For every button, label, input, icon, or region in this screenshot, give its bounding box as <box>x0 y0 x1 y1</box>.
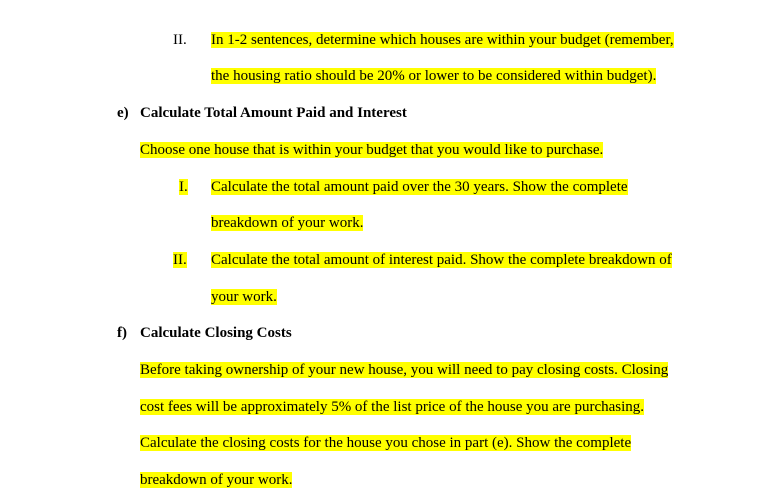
section-f-label: f) <box>117 325 127 341</box>
section-e-intro: Choose one house that is within your budget that you would like to purchase. <box>140 142 604 158</box>
item-e-ii-line-1: Calculate the total amount of interest paid. Show the complete breakdown of <box>211 252 672 268</box>
section-f-para-line-2: cost fees will be approximately 5% of the list price of the house you are purchasing. <box>140 399 645 415</box>
item-e-i-line-1: Calculate the total amount paid over the 30 years. Show the complete <box>211 179 628 195</box>
item-d-ii-line-2: the housing ratio should be 20% or lower to be considered within budget). <box>211 68 657 84</box>
section-f-para-line-4: breakdown of your work. <box>140 472 293 488</box>
section-e-heading: Calculate Total Amount Paid and Interest <box>140 105 407 121</box>
section-f-para-line-3: Calculate the closing costs for the house you chose in part (e). Show the complete <box>140 435 632 451</box>
item-e-ii-line-2: your work. <box>211 289 277 305</box>
section-e-label: e) <box>117 105 129 121</box>
item-e-i-numeral: I. <box>179 179 188 195</box>
item-e-i-line-2: breakdown of your work. <box>211 215 364 231</box>
section-f-heading: Calculate Closing Costs <box>140 325 292 341</box>
section-f-para-line-1: Before taking ownership of your new house, you will need to pay closing costs. Closing <box>140 362 669 378</box>
item-e-ii-numeral: II. <box>173 252 187 268</box>
item-d-ii-line-1: In 1-2 sentences, determine which houses are within your budget (remember, <box>211 32 674 48</box>
item-d-ii-numeral: II. <box>173 32 187 48</box>
